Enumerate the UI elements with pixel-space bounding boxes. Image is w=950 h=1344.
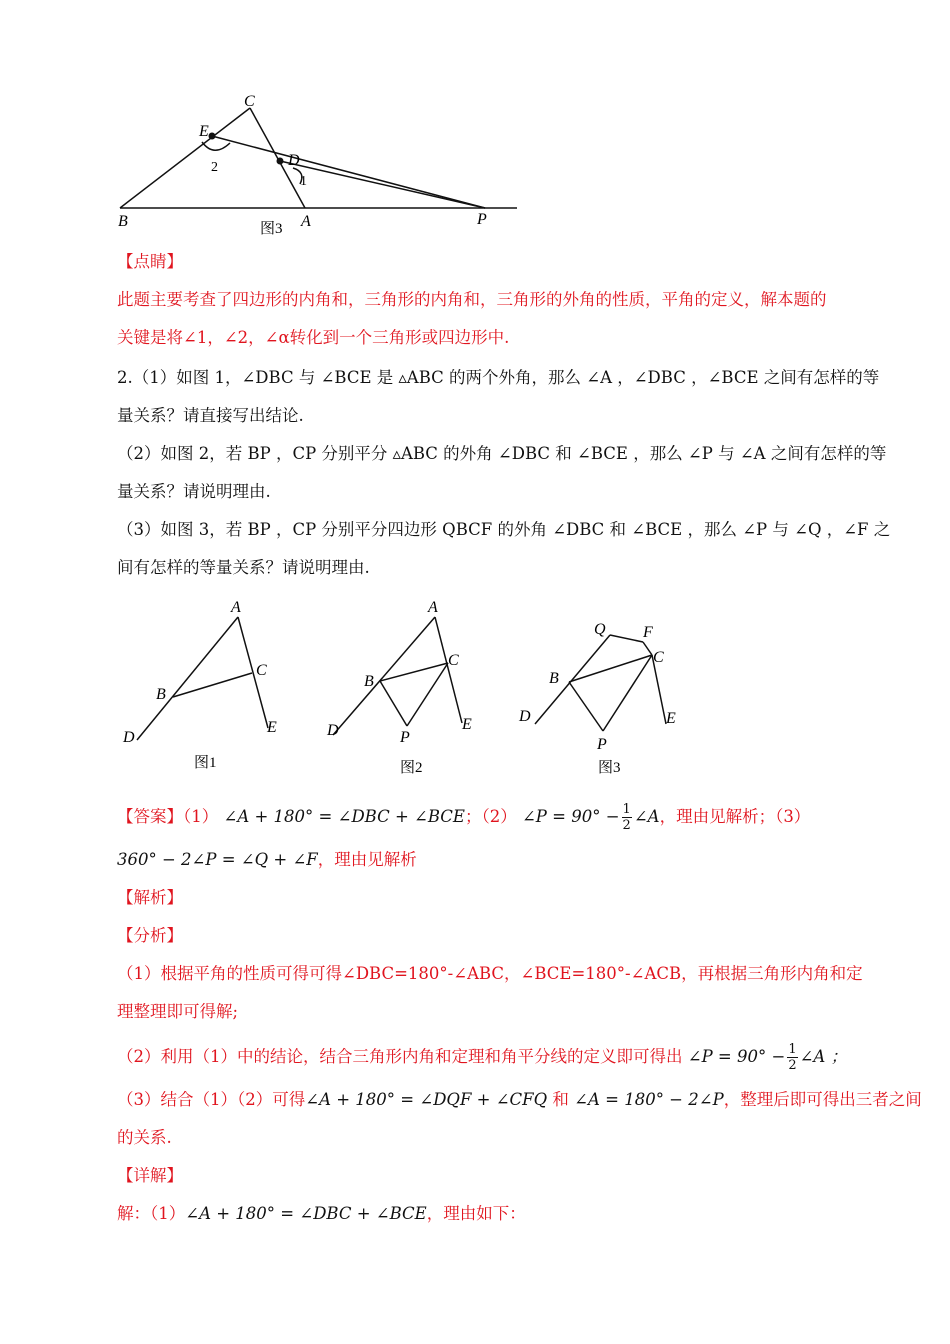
question-part2-line-1: （2）如图 2，若 BP ，CP 分别平分 ▵ABC 的外角 ∠DBC 和 ∠BCE ，那么 ∠P 与 ∠A 之间有怎样的等 <box>117 444 887 463</box>
question-part2-line-2: 量关系？请说明理由. <box>117 482 271 501</box>
label-angle-2: 2 <box>211 160 218 175</box>
fig1-label-C: C <box>256 662 267 679</box>
fig1-label-B: B <box>156 686 166 703</box>
label-D: D <box>288 152 300 169</box>
fenxi-step1-line-1: （1）根据平角的性质可得可得∠DBC=180°-∠ABC，∠BCE=180°-∠ACB，再根据三角形内角和定 <box>117 964 863 983</box>
answer-part2-expr-right: ∠A <box>633 807 660 826</box>
jiexi-heading: 【解析】 <box>117 888 183 907</box>
fenxi-step3-line-1 <box>117 1088 922 1112</box>
answer-part2-suffix: ，理由见解析；（3） <box>659 807 811 826</box>
fenxi-step3-text-c: ，整理后即可得出三者之间 <box>723 1090 922 1109</box>
fenxi-step3-expr-2: ∠A = 180° − 2∠P <box>574 1090 724 1109</box>
fenxi-heading: 【分析】 <box>117 926 183 945</box>
fenxi-step3-line-2: 的关系. <box>117 1128 172 1147</box>
xiangjie-line-1 <box>117 1202 526 1226</box>
answer-part2-expr-left: ∠P = 90° − <box>521 807 620 826</box>
xiangjie-text-b: ，理由如下： <box>426 1204 526 1223</box>
fig1-label-A: A <box>231 599 241 616</box>
label-P: P <box>477 211 487 228</box>
fig2-label-P: P <box>400 729 410 746</box>
answer-part1-expr: ∠A + 180° = ∠DBC + ∠BCE <box>223 807 465 826</box>
xiangjie-heading: 【详解】 <box>117 1166 183 1185</box>
label-angle-1: 1 <box>300 174 307 189</box>
answer-part3-suffix: ，理由见解析 <box>317 850 417 869</box>
answer-part2-label: ；（2） <box>464 807 517 826</box>
question-part3-line-2: 间有怎样的等量关系？请说明理由. <box>117 558 370 577</box>
fraction-numerator: 1 <box>788 1042 797 1057</box>
xiangjie-expr: ∠A + 180° = ∠DBC + ∠BCE <box>185 1204 427 1223</box>
fenxi-step3-text-b: 和 <box>552 1090 569 1109</box>
fig2-label-B: B <box>364 673 374 690</box>
dianjing-heading: 【点睛】 <box>117 252 183 271</box>
fig3-label-Q: Q <box>594 621 606 638</box>
dianjing-line-1: 此题主要考查了四边形的内角和，三角形的内角和，三角形的外角的性质，平角的定义，解本题的 <box>117 290 827 309</box>
fig2-label-C: C <box>448 652 459 669</box>
fig3-label-B: B <box>549 670 559 687</box>
fig3-label-C: C <box>653 649 664 666</box>
fig3-label-P: P <box>597 736 607 753</box>
fig3-label-F: F <box>643 624 653 641</box>
question-part1-line-1: 2.（1）如图 1，∠DBC 与 ∠BCE 是 ▵ABC 的两个外角，那么 ∠A ，∠DBC ，∠BCE 之间有怎样的等 <box>117 368 880 387</box>
answer-heading: 【答案】 <box>117 807 183 826</box>
figure-caption: 图3 <box>260 221 283 237</box>
fenxi-step2 <box>117 1042 847 1073</box>
fenxi-step3-text-a: （3）结合（1）（2）可得 <box>117 1090 306 1109</box>
xiangjie-text-a: 解：（1） <box>117 1204 186 1223</box>
answer-part3-expr: 360° − 2∠P = ∠Q + ∠F <box>117 850 318 869</box>
question-part1-line-2: 量关系？请直接写出结论. <box>117 406 304 425</box>
fig1-caption: 图1 <box>194 755 217 771</box>
fenxi-fraction <box>787 1042 797 1073</box>
fig1-label-E: E <box>267 719 277 736</box>
label-C: C <box>244 93 255 110</box>
answer-part1-label: （1） <box>183 807 219 826</box>
fig2-label-D: D <box>327 722 339 739</box>
answer-fraction <box>622 802 632 833</box>
answer-line-1 <box>117 802 810 833</box>
question-part3-line-1: （3）如图 3，若 BP ，CP 分别平分四边形 QBCF 的外角 ∠DBC 和 ∠BCE ，那么 ∠P 与 ∠Q ，∠F 之 <box>117 520 891 539</box>
label-B: B <box>118 213 128 230</box>
fenxi-step3-expr-1: ∠A + 180° = ∠DQF + ∠CFQ <box>305 1090 548 1109</box>
dianjing-line-2: 关键是将∠1，∠2，∠α转化到一个三角形或四边形中. <box>117 328 510 347</box>
fig3-caption: 图3 <box>598 760 621 776</box>
fenxi-step1-line-2: 理整理即可得解; <box>117 1002 239 1021</box>
label-A: A <box>301 213 311 230</box>
label-E: E <box>199 123 209 140</box>
fig2-caption: 图2 <box>400 760 423 776</box>
fig3-label-D: D <box>519 708 531 725</box>
figures-row <box>115 595 705 780</box>
fig2-label-E: E <box>462 716 472 733</box>
fraction-numerator: 1 <box>622 802 631 817</box>
fig3-label-E: E <box>666 710 676 727</box>
fraction-denominator: 2 <box>788 1058 797 1073</box>
fig2-label-A: A <box>428 599 438 616</box>
fraction-denominator: 2 <box>622 818 631 833</box>
fenxi-step2-expr-left: ∠P = 90° − <box>687 1047 786 1066</box>
fig1-label-D: D <box>123 729 135 746</box>
fenxi-step2-expr-right: ∠A ； <box>799 1047 848 1066</box>
answer-line-2 <box>117 848 417 872</box>
figure-top-triangle <box>110 88 530 238</box>
fenxi-step2-text: （2）利用（1）中的结论，结合三角形内角和定理和角平分线的定义即可得出 <box>117 1047 683 1066</box>
